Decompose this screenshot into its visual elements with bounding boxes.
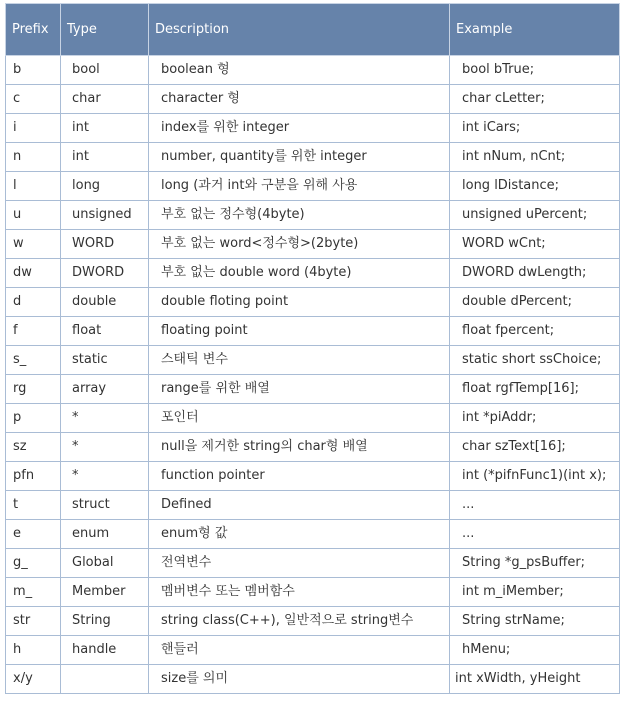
cell-prefix: n — [6, 143, 61, 172]
table-row — [6, 56, 620, 85]
table-row — [6, 85, 620, 114]
table-row — [6, 462, 620, 491]
cell-type: * — [61, 404, 149, 433]
cell-example: WORD wCnt; — [450, 230, 620, 259]
table-row — [6, 665, 620, 694]
cell-description: size를 의미 — [149, 665, 450, 694]
cell-description: floating point — [149, 317, 450, 346]
table-row — [6, 607, 620, 636]
cell-type: array — [61, 375, 149, 404]
cell-description: 포인터 — [149, 404, 450, 433]
cell-example: int xWidth, yHeight — [450, 665, 620, 694]
table-row — [6, 288, 620, 317]
table-row — [6, 201, 620, 230]
cell-example: ... — [450, 491, 620, 520]
cell-prefix: str — [6, 607, 61, 636]
cell-prefix: rg — [6, 375, 61, 404]
table-row — [6, 114, 620, 143]
cell-type: DWORD — [61, 259, 149, 288]
cell-prefix: b — [6, 56, 61, 85]
cell-prefix: d — [6, 288, 61, 317]
cell-type: Global — [61, 549, 149, 578]
cell-example: ... — [450, 520, 620, 549]
cell-prefix: m_ — [6, 578, 61, 607]
cell-description: 부호 없는 word<정수형>(2byte) — [149, 230, 450, 259]
table-header-row — [6, 4, 620, 56]
table-row — [6, 491, 620, 520]
cell-prefix: e — [6, 520, 61, 549]
cell-example: hMenu; — [450, 636, 620, 665]
cell-description: 부호 없는 double word (4byte) — [149, 259, 450, 288]
cell-prefix: h — [6, 636, 61, 665]
cell-example: String strName; — [450, 607, 620, 636]
cell-type: enum — [61, 520, 149, 549]
table-row — [6, 404, 620, 433]
cell-prefix: dw — [6, 259, 61, 288]
table-row — [6, 375, 620, 404]
table-row — [6, 172, 620, 201]
cell-description: range를 위한 배열 — [149, 375, 450, 404]
cell-prefix: l — [6, 172, 61, 201]
cell-example: double dPercent; — [450, 288, 620, 317]
cell-description: function pointer — [149, 462, 450, 491]
cell-example: bool bTrue; — [450, 56, 620, 85]
cell-example: char cLetter; — [450, 85, 620, 114]
header-example: Example — [450, 4, 620, 56]
table-row — [6, 143, 620, 172]
cell-example: unsigned uPercent; — [450, 201, 620, 230]
table-row — [6, 259, 620, 288]
cell-description: index를 위한 integer — [149, 114, 450, 143]
table-row — [6, 636, 620, 665]
cell-prefix: t — [6, 491, 61, 520]
cell-description: double floting point — [149, 288, 450, 317]
cell-description: 멤버변수 또는 멤버함수 — [149, 578, 450, 607]
notation-table — [5, 3, 620, 694]
cell-description: 전역변수 — [149, 549, 450, 578]
cell-type: int — [61, 114, 149, 143]
cell-description: string class(C++), 일반적으로 string변수 — [149, 607, 450, 636]
cell-type: int — [61, 143, 149, 172]
table-row — [6, 230, 620, 259]
table-row — [6, 520, 620, 549]
cell-example: int nNum, nCnt; — [450, 143, 620, 172]
cell-example: char szText[16]; — [450, 433, 620, 462]
cell-type: unsigned — [61, 201, 149, 230]
cell-type: static — [61, 346, 149, 375]
table-row — [6, 346, 620, 375]
cell-example: int *piAddr; — [450, 404, 620, 433]
table-body — [6, 56, 620, 694]
cell-description: 부호 없는 정수형(4byte) — [149, 201, 450, 230]
cell-prefix: p — [6, 404, 61, 433]
cell-description: boolean 형 — [149, 56, 450, 85]
cell-prefix: i — [6, 114, 61, 143]
caption-text-clipped — [5, 692, 619, 702]
cell-prefix: u — [6, 201, 61, 230]
cell-example: int (*pifnFunc1)(int x); — [450, 462, 620, 491]
cell-type: handle — [61, 636, 149, 665]
cell-prefix: g_ — [6, 549, 61, 578]
table-row — [6, 433, 620, 462]
cell-description: Defined — [149, 491, 450, 520]
cell-example: DWORD dwLength; — [450, 259, 620, 288]
cell-prefix: x/y — [6, 665, 61, 694]
cell-description: long (과거 int와 구분을 위해 사용 — [149, 172, 450, 201]
header-type: Type — [61, 4, 149, 56]
cell-description: character 형 — [149, 85, 450, 114]
cell-type: long — [61, 172, 149, 201]
header-description: Description — [149, 4, 450, 56]
cell-example: int iCars; — [450, 114, 620, 143]
cell-example: String *g_psBuffer; — [450, 549, 620, 578]
cell-type: bool — [61, 56, 149, 85]
cell-type: Member — [61, 578, 149, 607]
cell-example: float rgfTemp[16]; — [450, 375, 620, 404]
cell-type: double — [61, 288, 149, 317]
cell-example: float fpercent; — [450, 317, 620, 346]
cell-prefix: pfn — [6, 462, 61, 491]
cell-type: float — [61, 317, 149, 346]
cell-prefix: sz — [6, 433, 61, 462]
table-row — [6, 578, 620, 607]
cell-type: String — [61, 607, 149, 636]
cell-description: null을 제거한 string의 char형 배열 — [149, 433, 450, 462]
table-row — [6, 549, 620, 578]
cell-example: long lDistance; — [450, 172, 620, 201]
cell-example: int m_iMember; — [450, 578, 620, 607]
cell-prefix: s_ — [6, 346, 61, 375]
header-prefix: Prefix — [6, 4, 61, 56]
cell-description: number, quantity를 위한 integer — [149, 143, 450, 172]
cell-type: * — [61, 462, 149, 491]
cell-type: WORD — [61, 230, 149, 259]
cell-example: static short ssChoice; — [450, 346, 620, 375]
cell-type: * — [61, 433, 149, 462]
cell-description: enum형 값 — [149, 520, 450, 549]
cell-description: 스태틱 변수 — [149, 346, 450, 375]
cell-prefix: c — [6, 85, 61, 114]
table-row — [6, 317, 620, 346]
cell-prefix: f — [6, 317, 61, 346]
cell-type: char — [61, 85, 149, 114]
cell-type: struct — [61, 491, 149, 520]
cell-type — [61, 665, 149, 694]
cell-description: 핸들러 — [149, 636, 450, 665]
cell-prefix: w — [6, 230, 61, 259]
